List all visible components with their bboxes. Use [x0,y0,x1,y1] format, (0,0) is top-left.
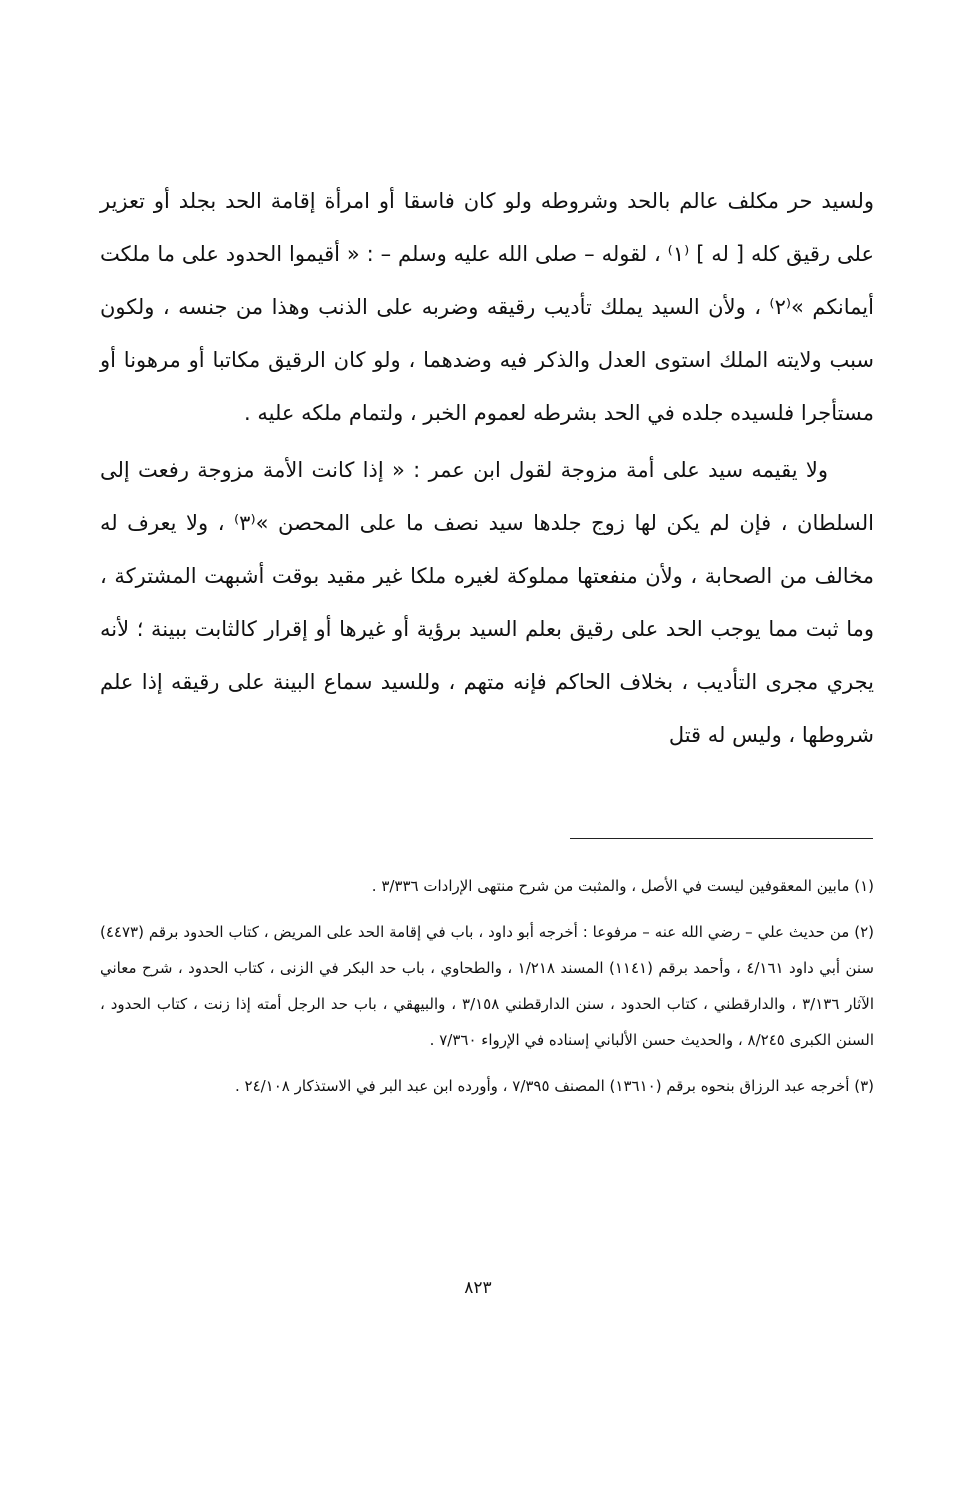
footnote-text: مابين المعقوفين ليست في الأصل ، والمثبت من شرح منتهى الإرادات ٣/٣٣٦ . [371,877,850,895]
footnote-divider [570,838,873,839]
footnote-number: (٢) [854,923,874,941]
footnote-text: من حديث علي – رضي الله عنه – مرفوعا : أخرجه أبو داود ، باب في إقامة الحد على المريض ، كتاب الحدود برقم (٤٤٧٣) سنن أبي داود ٤/١٦١ ، وأحمد برقم (١١٤١) المسند ١/٢١٨ ، والطحاوي ، باب حد البكر في الزنى ، كتاب الحدود ، شرح معاني الآثار ٣/١٣٦ ، والدارقطني ، كتاب الحدود ، سنن الدارقطني ٣/١٥٨ ، والبيهقي ، باب حد الرجل أمته إذا زنت ، كتاب الحدود ، السنن الكبرى ٨/٢٤٥ ، والحديث حسن الألباني إسناده في الإرواء ٧/٣٦٠ . [100,923,874,1049]
footnote-2 [100,914,874,1058]
footnote-number: (١) [854,877,874,895]
footnote-number: (٣) [854,1077,874,1095]
footnote-text: أخرجه عبد الرزاق بنحوه برقم (١٣٦١٠) المصنف ٧/٣٩٥ ، وأورده ابن عبد البر في الاستذكار ٢٤/١٠٨ . [234,1077,850,1095]
main-text [100,175,874,762]
paragraph-1: ولسيد حر مكلف عالم بالحد وشروطه ولو كان فاسقا أو امرأة إقامة الحد بجلد أو تعزير على رقيق كله [ له ] ⁽١⁾ ، لقوله – صلى الله عليه وسلم – : « أقيموا الحدود على ما ملكت أيمانكم »⁽٢⁾ ، ولأن السيد يملك تأديب رقيقه وضربه على الذنب وهذا من جنسه ، ولكون سبب ولايته الملك استوى العدل والذكر فيه وضدهما ، ولو كان الرقيق مكاتبا أو مرهونا أو مستأجرا فلسيده جلده في الحد بشرطه لعموم الخبر ، ولتمام ملكه عليه . [100,189,874,425]
footnote-3 [100,1068,874,1104]
footnote-1 [100,868,874,904]
footnotes [100,868,874,1114]
page-number: ٨٢٣ [464,1278,492,1298]
paragraph-2: ولا يقيمه سيد على أمة مزوجة لقول ابن عمر : « إذا كانت الأمة مزوجة رفعت إلى السلطان ، فإن لم يكن لها زوج جلدها سيد نصف ما على المحصن »⁽٣⁾ ، ولا يعرف له مخالف من الصحابة ، ولأن منفعتها مملوكة لغيره ملكا غير مقيد بوقت أشبهت المشتركة ، وما ثبت مما يوجب الحد على رقيق بعلم السيد برؤية أو غيرها أو إقرار كالثابت ببينة ؛ لأنه يجري مجرى التأديب ، بخلاف الحاكم فإنه متهم ، وللسيد سماع البينة على رقيقه إذا علم شروطها ، وليس له قتل [100,458,874,747]
